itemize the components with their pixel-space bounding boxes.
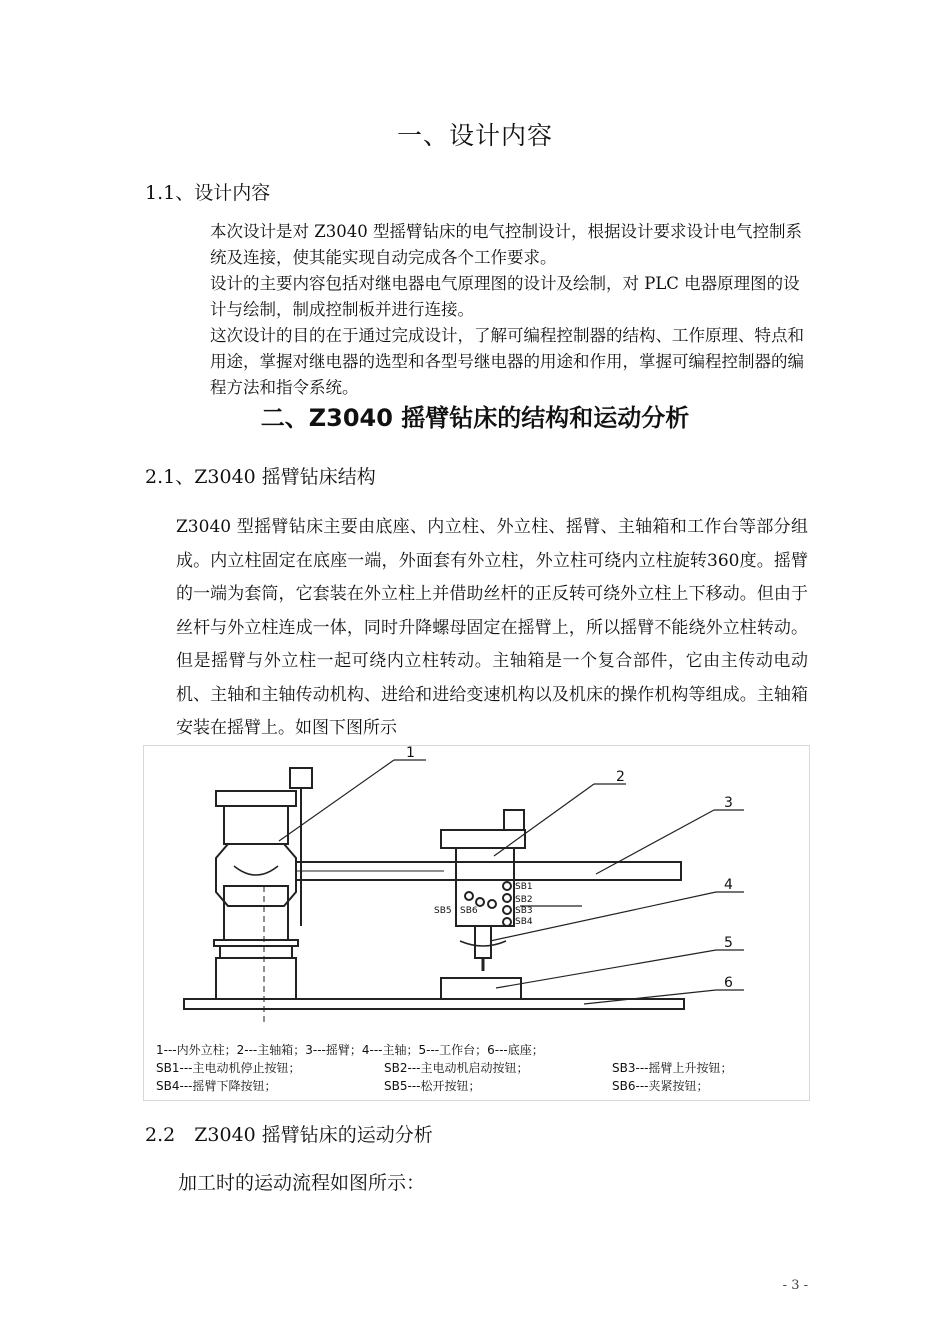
section-1-1-title: 1.1、设计内容 xyxy=(145,182,271,204)
section-2-2-title: 2.2 Z3040 摇臂钻床的运动分析 xyxy=(145,1124,433,1146)
para1-line2: 设计的主要内容包括对继电器电气原理图的设计及绘制，对 PLC 电器原理图的设计与绘制，制成控制板并进行连接。 xyxy=(210,274,800,319)
base-shape xyxy=(184,999,684,1009)
part-number-2: 2 xyxy=(616,769,625,785)
legend-sb2: SB2---主电动机启动按钮； xyxy=(384,1061,529,1075)
paragraph-design-content xyxy=(170,219,810,401)
part-number-3: 3 xyxy=(724,795,733,811)
column-lower xyxy=(216,958,296,999)
para1-line1: 本次设计是对 Z3040 型摇臂钻床的电气控制设计，根据设计要求设计电气控制系统及连接，使其能实现自动完成各个工作要求。 xyxy=(210,222,802,267)
drill-machine-diagram xyxy=(144,746,809,1100)
part-number-6: 6 xyxy=(724,975,733,991)
headstock-top xyxy=(441,830,525,848)
legend-line-1: 1---内外立柱；2---主轴箱；3---摇臂；4---主轴；5---工作台；6---底座； xyxy=(156,1043,544,1057)
heading-design-content: 一、设计内容 xyxy=(396,121,553,150)
paragraph-motion-flow: 加工时的运动流程如图所示： xyxy=(178,1172,426,1194)
para2-text: Z3040 型摇臂钻床主要由底座、内立柱、外立柱、摇臂、主轴箱和工作台等部分组成。内立柱固定在底座一端，外面套有外立柱，外立柱可绕内立柱旋转360度。摇臂的一端为套筒，它套装在外立柱上并借助丝杆的正反转可绕外立柱上下移动。但由于丝杆与外立柱连成一体，同时升降螺母固定在摇臂上，所以摇臂不能绕外立柱转动。但是摇臂与外立柱一起可绕内立柱转动。主轴箱是一个复合部件，它由主传动电动机、主轴和主轴传动机构、进给和进给变速机构以及机床的操作机构等组成。主轴箱安装在摇臂上。如图下图所示 xyxy=(176,517,808,738)
legend-sb6: SB6---夹紧按钮； xyxy=(612,1079,709,1093)
section-2-1-title: 2.1、Z3040 摇臂钻床结构 xyxy=(145,466,376,488)
sb1-label: SB1 xyxy=(515,882,533,892)
sb3-label: SB3 xyxy=(515,906,533,916)
part-number-1: 1 xyxy=(406,746,415,761)
paragraph-structure xyxy=(143,511,808,746)
drill-machine-figure xyxy=(143,745,810,1101)
heading-structure-analysis: 二、Z3040 摇臂钻床的结构和运动分析 xyxy=(260,404,690,432)
page-number: - 3 - xyxy=(782,1278,808,1293)
legend-sb4: SB4---摇臂下降按钮； xyxy=(156,1079,277,1093)
sb5-label: SB5 xyxy=(434,906,452,916)
legend-sb3: SB3---摇臂上升按钮； xyxy=(612,1061,733,1075)
spindle-shape xyxy=(475,926,491,958)
sb4-label: SB4 xyxy=(515,917,533,927)
sb2-label: SB2 xyxy=(515,895,533,905)
sb6-label: SB6 xyxy=(460,906,478,916)
part-number-4: 4 xyxy=(724,877,733,893)
para1-line3: 这次设计的目的在于通过完成设计，了解可编程控制器的结构、工作原理、特点和用途，掌握对继电器的选型和各型号继电器的用途和作用，掌握可编程控制器的编程方法和指令系统。 xyxy=(210,326,804,397)
part-number-5: 5 xyxy=(724,935,733,951)
legend-sb1: SB1---主电动机停止按钮； xyxy=(156,1061,301,1075)
legend-sb5: SB5---松开按钮； xyxy=(384,1079,481,1093)
worktable-shape xyxy=(441,978,521,999)
